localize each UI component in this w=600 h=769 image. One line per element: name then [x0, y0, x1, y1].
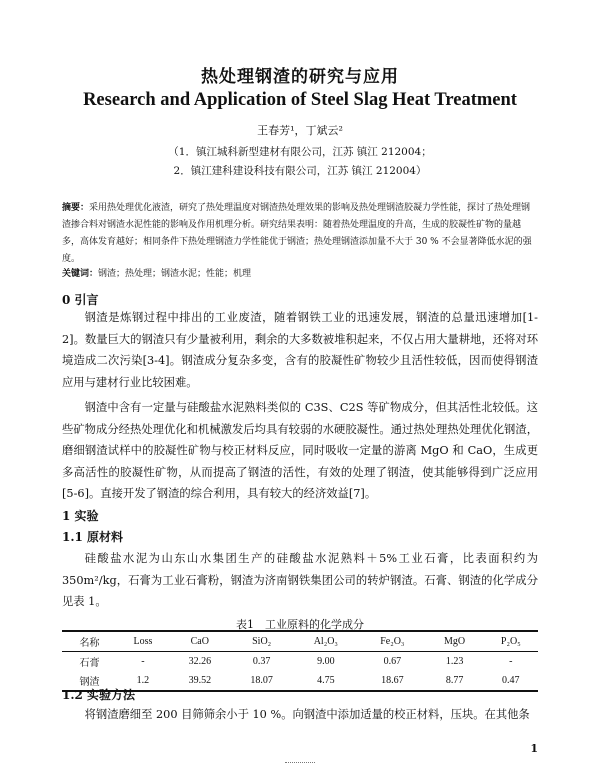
- table-header-cell: MgO: [426, 631, 484, 652]
- paper-title-cn: 热处理钢渣的研究与应用: [201, 67, 399, 87]
- paragraph-intro-1: 钢渣是炼钢过程中排出的工业废渣，随着钢铁工业的迅速发展，钢渣的总量迅速增加[1-2]。数量巨大的钢渣只有少量被利用，剩余的大多数被堆积起来，不仅占用大量耕地，还将对环境造成二次污染[3-4]。钢渣成分复杂多变，含有的胶凝性矿物较少且活性较低，因而使得钢渣应用与建材行业比较困难。: [62, 311, 538, 389]
- table-cell: 32.26: [188, 656, 212, 667]
- table-row: [62, 652, 538, 672]
- table-cell: 石膏: [79, 658, 100, 669]
- keywords-text: 钢渣；热处理；钢渣水泥；性能；机理: [98, 269, 252, 279]
- table-cell: 1.2: [117, 671, 169, 691]
- table-cell: 4.75: [293, 671, 360, 691]
- table-caption: 表1 工业原料的化学成分: [236, 618, 364, 631]
- table-cell: 18.67: [359, 671, 426, 691]
- page-number: 1: [530, 742, 538, 755]
- table-cell: -: [141, 656, 145, 667]
- abstract-text: 采用热处理优化液渣，研究了热处理温度对钢渣热处理效果的影响及热处理钢渣胶凝力学性能，探讨了热处理钢渣掺合料对钢渣水泥性能的影响及作用机理分析。研究结果表明：随着热处理温度的升高，生成的胶凝性矿物的量越多，高体发育越好；相同条件下热处理钢渣力学性能优于钢渣；热处理钢渣添加量不大于 30 % 不会显著降低水泥的强度。: [62, 203, 532, 264]
- table-header-cell: Fe₂O₃: [359, 631, 426, 652]
- section-heading-introduction: 0 引言: [62, 293, 99, 307]
- table-cell: 1.23: [445, 656, 464, 667]
- table-header-cell: Loss: [117, 631, 169, 652]
- table-cell: 0.47: [484, 671, 538, 691]
- authors: 王春芳¹，丁斌云²: [257, 124, 343, 137]
- table-header-cell: Al₂O₃: [293, 631, 360, 652]
- section-heading-materials: 1.1 原材料: [62, 530, 124, 544]
- table-header-cell: CaO: [169, 631, 231, 652]
- paper-title-en: Research and Application of Steel Slag Heat Treatment: [83, 90, 517, 110]
- abstract: [62, 200, 538, 268]
- table-header-row: [62, 631, 538, 652]
- footer-divider: [285, 762, 315, 767]
- table-cell: 9.00: [317, 656, 335, 667]
- section-heading-method: 1.2 实验方法: [62, 688, 136, 702]
- table-cell: 0.67: [383, 656, 402, 667]
- paragraph-method: 将钢渣磨细至 200 目筛筛余小于 10 %。向钢渣中添加适量的校正材料，压块。在其他条: [84, 708, 530, 721]
- table-cell: 39.52: [169, 671, 231, 691]
- chemical-composition-table: [62, 630, 538, 692]
- keywords: [62, 266, 538, 283]
- paragraph-intro-2: 钢渣中含有一定量与硅酸盐水泥熟料类似的 C3S、C2S 等矿物成分，但其活性北较低。这些矿物成分经热处理优化和机械激发后均具有较弱的水硬胶凝性。通过热处理热处理优化钢渣，磨细钢渣试样中的胶凝性矿物与校正材料反应，同时吸收一定量的游离 MgO 和 CaO，生成更多高活性的胶凝性矿物，从而提高了钢渣的活性，有效的处理了钢渣，使其能够得到广泛应用[5-6]。直接开发了钢渣的综合利用，具有较大的经济效益[7]。: [62, 401, 538, 500]
- table-cell: 8.77: [426, 671, 484, 691]
- table-header-cell: SiO₂: [231, 631, 293, 652]
- table-cell: 0.37: [252, 656, 271, 667]
- table-header-cell: P₂O₅: [484, 631, 538, 652]
- affiliation-2: 2．镇江建科建设科技有限公司，江苏 镇江 212004）: [173, 165, 427, 177]
- affiliation-1: （1．镇江城科新型建材有限公司，江苏 镇江 212004；: [168, 146, 432, 158]
- keywords-label: 关键词：: [62, 269, 99, 279]
- abstract-label: 摘要：: [62, 203, 90, 213]
- table-cell: -: [509, 656, 513, 667]
- table-cell: 钢渣: [62, 671, 117, 691]
- section-heading-experiment: 1 实验: [62, 509, 99, 523]
- table-header-cell: 名称: [62, 631, 117, 652]
- table-cell: 18.07: [231, 671, 293, 691]
- paragraph-materials: 硅酸盐水泥为山东山水集团生产的硅酸盐水泥熟料＋5%工业石膏，比表面积约为 350m²/kg，石膏为工业石膏粉，钢渣为济南钢铁集团公司的转炉钢渣。石膏、钢渣的化学成分见表 1。: [62, 552, 538, 608]
